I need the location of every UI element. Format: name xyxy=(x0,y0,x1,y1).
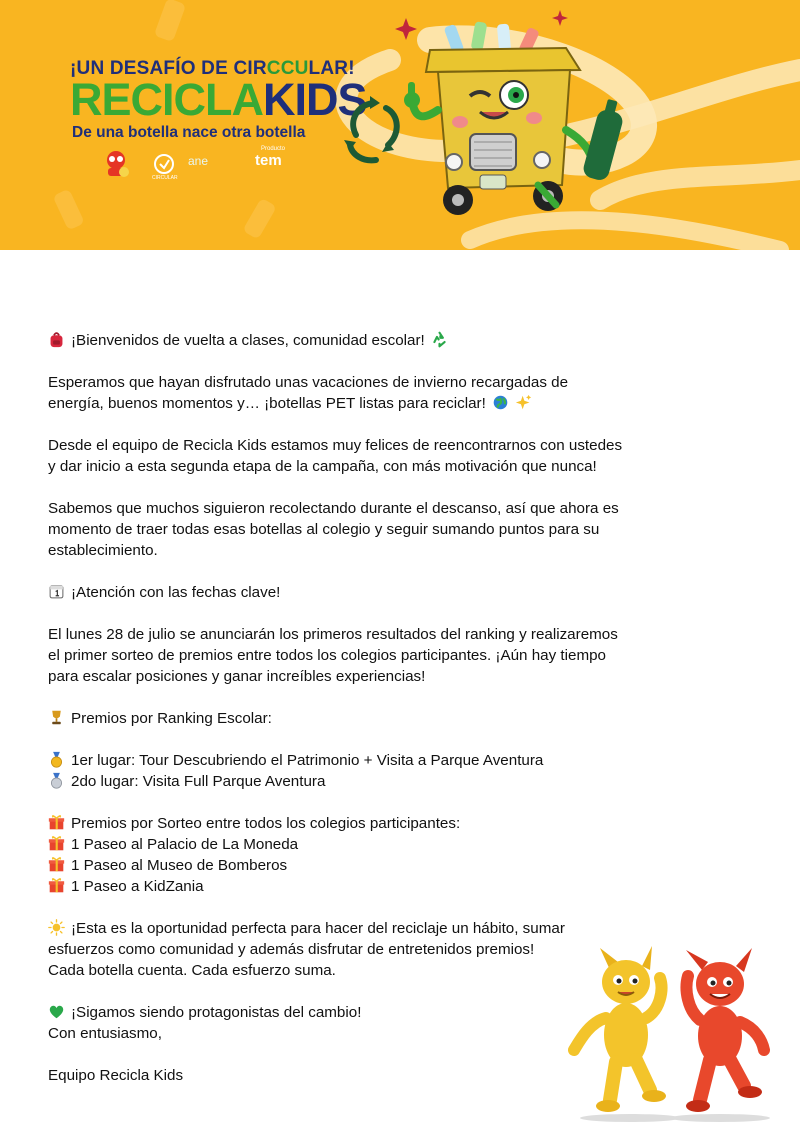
cta-text: ¡Sigamos siendo protagonistas del cambio! xyxy=(71,1004,362,1021)
ranking-prize-2 xyxy=(48,771,748,792)
mascot-characters-illustration xyxy=(560,940,780,1125)
draw-prize-2-text: 1 Paseo al Museo de Bomberos xyxy=(71,857,288,874)
tagline-text-end: LAR! xyxy=(308,58,355,79)
sparkle-icon xyxy=(552,10,568,26)
red-mascot xyxy=(686,948,764,1112)
backpack-icon xyxy=(48,331,65,348)
yellow-mascot xyxy=(574,946,666,1112)
green-heart-icon xyxy=(48,1003,65,1020)
globe-icon xyxy=(492,394,509,411)
paragraph-closing-line3: Cada botella cuenta. Cada esfuerzo suma. xyxy=(48,962,336,979)
brand-logo xyxy=(70,74,367,125)
circular-logo-icon xyxy=(152,152,186,180)
sun-icon xyxy=(48,919,65,936)
gift-icon xyxy=(48,877,65,894)
calendar-icon xyxy=(48,583,65,600)
tagline-text-start: ¡UN DESAFÍO DE CIR xyxy=(70,58,267,79)
paragraph-intro xyxy=(48,372,748,414)
ranking-prize-2-text: 2do lugar: Visita Full Parque Aventura xyxy=(71,773,326,790)
draw-prize-3 xyxy=(48,876,748,897)
greeting-line xyxy=(48,330,748,351)
recycling-bin-mascot-illustration xyxy=(338,0,658,230)
draw-prize-2 xyxy=(48,855,748,876)
gift-icon xyxy=(48,856,65,873)
silver-medal-icon xyxy=(48,772,65,789)
trophy-icon xyxy=(48,709,65,726)
ranking-heading-text: Premios por Ranking Escolar: xyxy=(71,710,272,727)
signoff: Con entusiasmo, xyxy=(48,1025,162,1042)
partner-logos xyxy=(100,146,300,182)
paragraph-collecting-line2: momento de traer todas esas botellas al colegio y seguir sumando puntos para su xyxy=(48,521,600,538)
draw-heading-text: Premios por Sorteo entre todos los colegios participantes: xyxy=(71,815,461,832)
signature: Equipo Recicla Kids xyxy=(48,1067,184,1084)
mascot-logo-icon xyxy=(100,148,134,180)
sparkle-icon xyxy=(395,18,417,40)
tem-logo-caption: Producto xyxy=(261,146,286,152)
paragraph-collecting xyxy=(48,498,748,561)
ranking-heading xyxy=(48,708,748,729)
paragraph-dates xyxy=(48,624,748,687)
draw-prize-1-text: 1 Paseo al Palacio de La Moneda xyxy=(71,836,299,853)
tem-logo: tem xyxy=(255,152,282,169)
paragraph-team xyxy=(48,435,748,477)
circular-logo-text: CIRCULAR xyxy=(152,175,178,180)
recycle-icon xyxy=(431,331,448,348)
gold-medal-icon xyxy=(48,751,65,768)
recycle-arrows-icon xyxy=(350,103,397,160)
paragraph-dates-line3: para escalar posiciones y ganar increíbles experiencias! xyxy=(48,668,426,685)
ranking-prize-1 xyxy=(48,750,748,771)
brand-logo-part2: KIDS xyxy=(263,74,367,125)
ane-logo: ane xyxy=(188,154,209,168)
draw-prize-3-text: 1 Paseo a KidZania xyxy=(71,878,204,895)
draw-prize-1 xyxy=(48,834,748,855)
paragraph-dates-line2: el primer sorteo de premios entre todos los colegios participantes. ¡Aún hay tiempo xyxy=(48,647,606,664)
paragraph-dates-line1: El lunes 28 de julio se anunciarán los primeros resultados del ranking y realizaremos xyxy=(48,626,618,643)
brand-logo-part1: RECICLA xyxy=(70,74,263,125)
ranking-prize-1-text: 1er lugar: Tour Descubriendo el Patrimonio + Visita a Parque Aventura xyxy=(71,752,544,769)
paragraph-team-line1: Desde el equipo de Recicla Kids estamos muy felices de reencontrarnos con ustedes xyxy=(48,437,623,454)
paragraph-team-line2: y dar inicio a esta segunda etapa de la campaña, con más motivación que nunca! xyxy=(48,458,597,475)
paragraph-intro-line1: Esperamos que hayan disfrutado unas vacaciones de invierno recargadas de xyxy=(48,374,569,391)
dates-heading xyxy=(48,582,748,603)
draw-heading xyxy=(48,813,748,834)
paragraph-collecting-line3: establecimiento. xyxy=(48,542,158,559)
gift-icon xyxy=(48,814,65,831)
sparkles-icon xyxy=(515,394,532,411)
paragraph-closing-line2: esfuerzos como comunidad y además disfrutar de entretenidos premios! xyxy=(48,941,535,958)
paragraph-closing-line1: ¡Esta es la oportunidad perfecta para hacer del reciclaje un hábito, sumar xyxy=(71,920,565,937)
greeting-text: ¡Bienvenidos de vuelta a clases, comunidad escolar! xyxy=(71,332,425,349)
gift-icon xyxy=(48,835,65,852)
dates-heading-text: ¡Atención con las fechas clave! xyxy=(71,584,281,601)
banner-subtitle: De una botella nace otra botella xyxy=(72,124,306,141)
header-banner xyxy=(0,0,800,250)
tagline-text-cu: CCU xyxy=(266,58,309,79)
paragraph-collecting-line1: Sabemos que muchos siguieron recolectando durante el descanso, así que ahora es xyxy=(48,500,619,517)
paragraph-intro-line2: energía, buenos momentos y… ¡botellas PET listas para reciclar! xyxy=(48,395,486,412)
